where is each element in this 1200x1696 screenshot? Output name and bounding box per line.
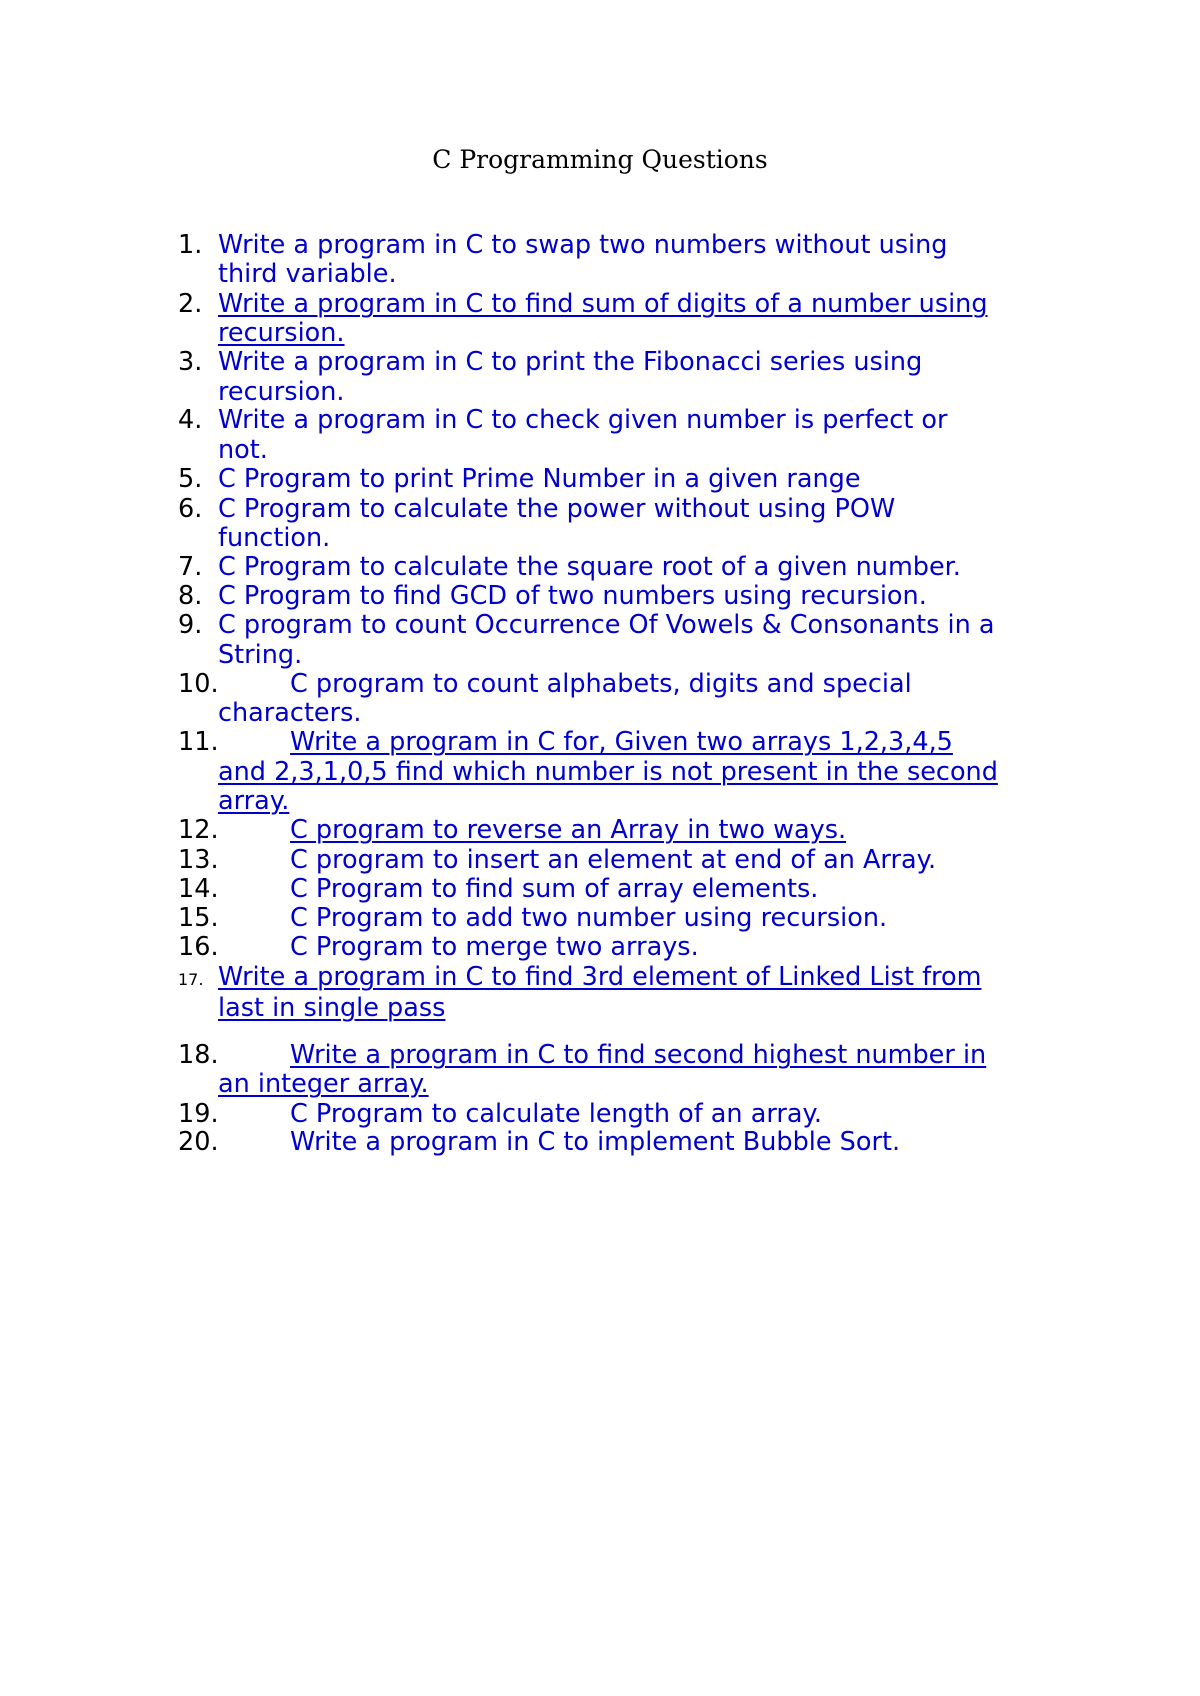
question-text: recursion. [218,377,345,407]
question-text: C Program to find GCD of two numbers using recursion. [218,581,927,611]
list-item-number: 19. [178,1099,219,1129]
list-item-number: 10. [178,669,219,699]
list-item-number: 9. [178,610,203,640]
question-text: C program to insert an element at end of an Array. [290,845,937,875]
question-text: C Program to calculate length of an array. [290,1099,823,1129]
list-item-number: 3. [178,347,203,377]
question-text: third variable. [218,259,397,289]
list-item-number: 14. [178,874,219,904]
question-text: C Program to find sum of array elements. [290,874,819,904]
list-item-number: 6. [178,494,203,524]
question-text: C Program to add two number using recursion. [290,903,888,933]
list-item-number: 2. [178,289,203,319]
list-item-number: 7. [178,552,203,582]
question-text: String. [218,640,303,670]
question-text: characters. [218,698,362,728]
question-link[interactable]: Write a program in C to find second highest number in [290,1040,987,1070]
list-item-number: 16. [178,932,219,962]
question-link[interactable]: an integer array. [218,1069,429,1099]
list-item-number: 4. [178,405,203,435]
list-item-number: 1. [178,230,203,260]
list-item-number: 8. [178,581,203,611]
question-text: C Program to print Prime Number in a given range [218,464,861,494]
page-title: C Programming Questions [432,145,768,174]
question-text: not. [218,435,268,465]
question-link[interactable]: Write a program in C to find 3rd element of Linked List from [218,962,982,992]
question-text: Write a program in C to check given number is perfect or [218,405,948,435]
question-text: C Program to calculate the square root of a given number. [218,552,961,582]
list-item-number: 5. [178,464,203,494]
question-text: C Program to calculate the power without using POW [218,494,896,524]
list-item-number: 15. [178,903,219,933]
list-item-number: 17. [178,970,204,989]
question-text: C Program to merge two arrays. [290,932,699,962]
question-link[interactable]: array. [218,786,290,816]
question-text: function. [218,523,331,553]
question-text: Write a program in C to print the Fibonacci series using [218,347,923,377]
list-item-number: 11. [178,727,219,757]
question-text: C program to count alphabets, digits and special [290,669,912,699]
question-text: Write a program in C to swap two numbers without using [218,230,948,260]
list-item-number: 20. [178,1127,219,1157]
list-item-number: 12. [178,815,219,845]
question-link[interactable]: Write a program in C for, Given two arrays 1,2,3,4,5 [290,727,953,757]
list-item-number: 18. [178,1040,219,1070]
question-link[interactable]: last in single pass [218,993,446,1023]
list-item-number: 13. [178,845,219,875]
question-link[interactable]: and 2,3,1,0,5 find which number is not present in the second [218,757,998,787]
question-link[interactable]: C program to reverse an Array in two ways. [290,815,847,845]
question-text: C program to count Occurrence Of Vowels & Consonants in a [218,610,995,640]
question-text: Write a program in C to implement Bubble Sort. [290,1127,901,1157]
question-link[interactable]: Write a program in C to find sum of digits of a number using [218,289,988,319]
question-link[interactable]: recursion. [218,318,345,348]
